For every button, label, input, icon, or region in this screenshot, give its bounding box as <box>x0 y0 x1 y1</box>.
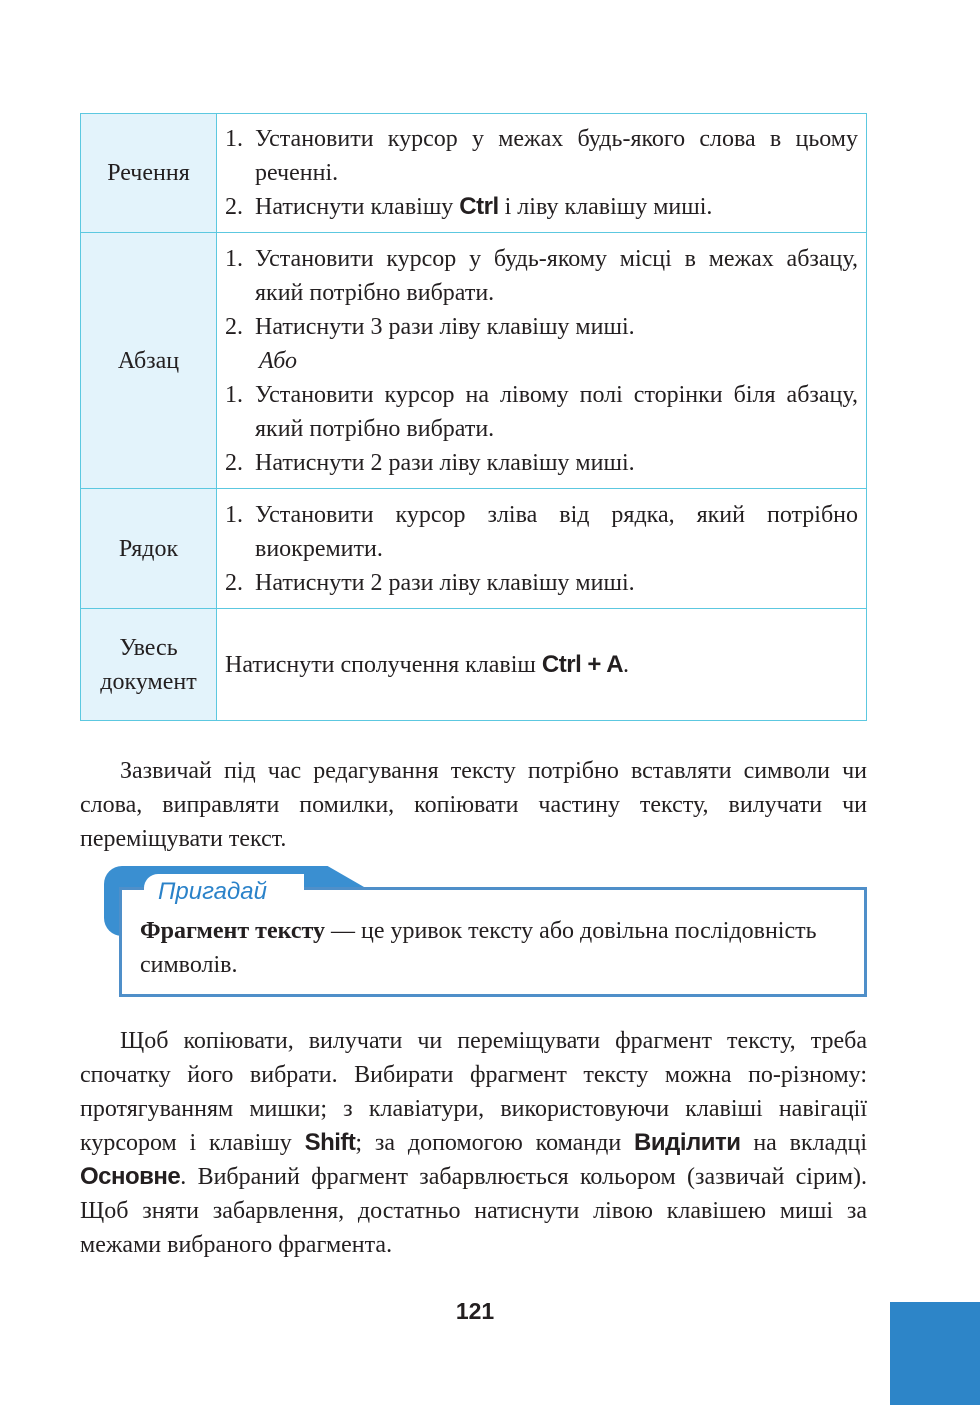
paragraph-intro: Зазвичай під час редагування тексту потрібно вставляти символи чи слова, виправляти помилки, копіювати частину тексту, вилучати чи переміщувати текст. <box>80 758 867 852</box>
command-name: Виділити <box>634 1129 741 1156</box>
step-item: 2. Натиснути 3 рази ліву клавішу миші. <box>225 313 635 340</box>
recall-definition: — це уривок тексту або довільна послідовність символів. <box>140 918 817 978</box>
row-steps: Натиснути сполучення клавіш Ctrl + A. <box>217 609 867 721</box>
key-combo: Ctrl + A <box>541 650 624 678</box>
recall-label: Пригадай <box>144 874 304 914</box>
row-label: Абзац <box>81 233 217 489</box>
page-number: 121 <box>455 1298 495 1324</box>
step-item: 1. Установити курсор зліва від рядка, який потрібно виокремити. <box>225 501 858 562</box>
step-item: 1. Установити курсор у межах будь-якого слова в цьому реченні. <box>225 126 858 186</box>
table-row <box>81 609 867 721</box>
recall-term: Фрагмент тексту <box>140 918 325 944</box>
tab-name: Основне <box>80 1163 181 1190</box>
step-item: 2. Натиснути 2 рази ліву клавішу миші. <box>225 569 635 596</box>
step-item: 2. Натиснути клавішу Ctrl і ліву клавішу миші. <box>225 193 713 220</box>
step-item: 1. Установити курсор у будь-якому місці в межах абзацу, який потрібно вибрати. <box>225 245 858 306</box>
step-item: 2. Натиснути 2 рази ліву клавішу миші. <box>225 449 635 476</box>
key-name: Ctrl <box>459 193 499 220</box>
row-steps <box>217 114 867 233</box>
table-row <box>81 233 867 489</box>
alternative-label: Або <box>259 347 298 374</box>
row-steps <box>217 489 867 609</box>
step-item: 1. Установити курсор на лівому полі сторінки біля абзацу, який потрібно вибрати. <box>225 381 858 442</box>
table-row <box>81 114 867 233</box>
row-label: Речення <box>81 114 217 233</box>
paragraph-selection: Щоб копіювати, вилучати чи переміщувати фрагмент тексту, треба спочатку його вибрати. Вибирати фрагмент тексту можна по-різному: протягуванням мишки; з клавіатури, використовуючи клавіші навігації курсором і клавішу Shift; за допомогою команди Виділити на вкладці Основне. Вибраний фрагмент забарвлюється кольором (зазвичай сірим). Щоб зняти забарвлення, достатньо натиснути лівою клавішею миші за межами вибраного фрагмента. <box>80 1028 867 1258</box>
row-steps <box>217 233 867 489</box>
selection-methods-table <box>80 113 867 721</box>
key-name: Shift <box>304 1129 356 1156</box>
row-label: Рядок <box>81 489 217 609</box>
table-row <box>81 489 867 609</box>
page-corner-tab <box>890 1302 980 1405</box>
row-label: Увесь документ <box>81 609 217 721</box>
